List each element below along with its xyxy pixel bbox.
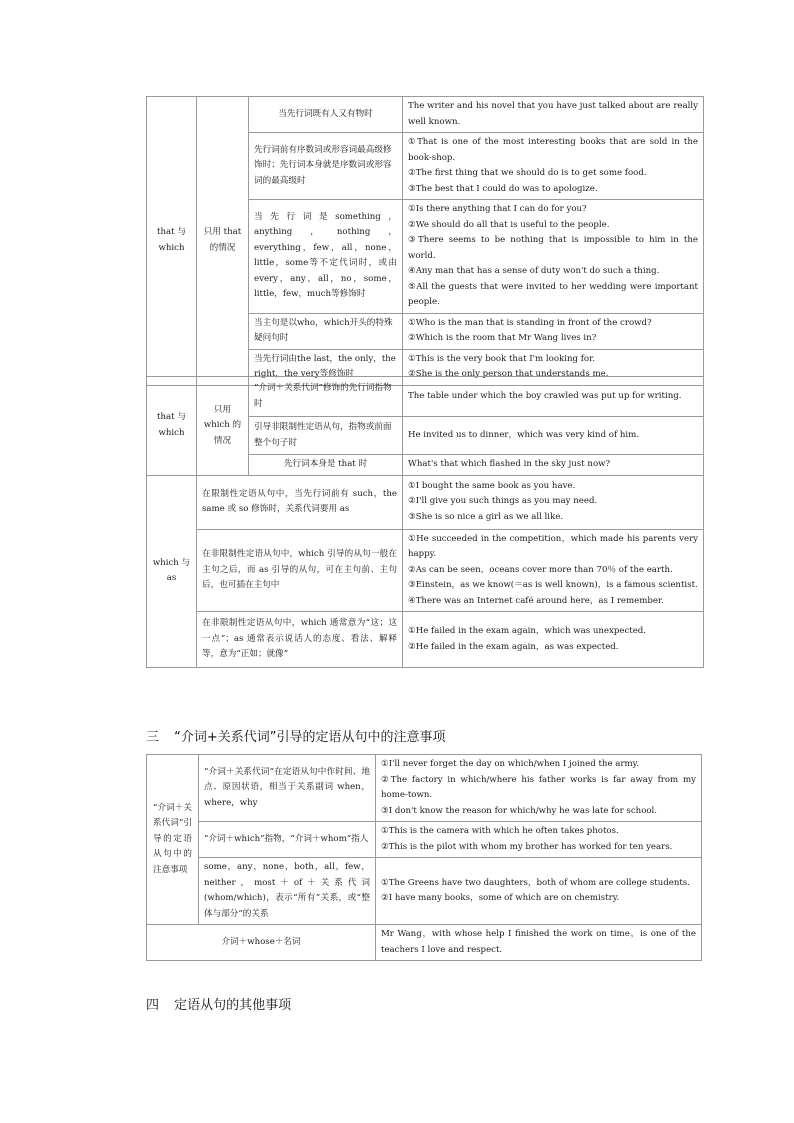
example-sentence: ②I'll give you such things as you may need. bbox=[408, 496, 598, 507]
example-sentence: ①Who is the man that is standing in front of the crowd? bbox=[408, 317, 652, 328]
section-heading-3 bbox=[146, 726, 446, 745]
example-sentence: ③She is so nice a girl as we all like. bbox=[408, 511, 564, 522]
condition-cell: 在非限制性定语从句中，which 引导的从句一般在主句之后，而 as 引导的从句，可在主句前、主句后，也可插在主句中 bbox=[197, 529, 403, 612]
condition-cell: 引导非限制性定语从句，指物或前面整个句子时 bbox=[249, 417, 403, 455]
example-sentence: ①This is the camera with which he often takes photos. bbox=[381, 826, 619, 836]
condition-cell: “介词＋关系代词”在定语从句中作时间、地点、原因状语，相当于关系副词 when，where，why bbox=[199, 755, 376, 822]
condition-cell: 当主句是以who，which开头的特殊疑问句时 bbox=[249, 313, 403, 349]
group-label: “介词＋关系代词”引导的定语从句中的注意事项 bbox=[147, 755, 199, 925]
sub-label: 只用 that 的情况 bbox=[197, 97, 249, 386]
example-sentence: ①He failed in the exam again，which was unexpected. bbox=[408, 626, 647, 636]
section-title: 定语从句的其他事项 bbox=[174, 998, 292, 1013]
group-label: which 与 as bbox=[147, 475, 197, 668]
section-title: “介词+关系代词”引导的定语从句中的注意事项 bbox=[174, 730, 446, 745]
example-sentence: ①That is one of the most interesting books that are sold in the book-shop. bbox=[408, 137, 698, 163]
condition-cell: 先行词本身是 that 时 bbox=[249, 455, 403, 476]
example-cell bbox=[403, 97, 704, 133]
condition-cell: 当先行词既有人又有物时 bbox=[249, 97, 403, 133]
example-cell bbox=[376, 822, 702, 858]
condition-cell: 当先行词是something，anything，nothing，everything，few，all，none，little，some等不定代词时，或由every，any，all，no，some，little，few，much等修饰时 bbox=[249, 200, 403, 314]
example-cell bbox=[403, 475, 704, 529]
example-sentence: ②This is the pilot with whom my brother has worked for ten years. bbox=[381, 841, 673, 852]
example-cell bbox=[376, 755, 702, 822]
example-sentence: ②The factory in which/where his father works is far away from my home-town. bbox=[381, 774, 696, 800]
example-sentence: ①He succeeded in the competition，which made his parents very happy. bbox=[408, 533, 698, 559]
example-cell bbox=[403, 529, 704, 612]
example-sentence: ④Any man that has a sense of duty won't do such a thing. bbox=[408, 266, 660, 276]
example-sentence: ②She is the only person that understands me. bbox=[408, 369, 609, 379]
example-sentence: ②I have many books，some of which are on chemistry. bbox=[381, 893, 620, 903]
condition-cell: 在限制性定语从句中，当先行词前有 such，the same 或 so 修饰时，关系代词要用 as bbox=[197, 475, 403, 529]
example-sentence: ①I'll never forget the day on which/when I joined the army. bbox=[381, 759, 640, 769]
example-sentence: What's that which flashed in the sky just now? bbox=[408, 459, 611, 469]
example-cell bbox=[403, 417, 704, 455]
example-sentence: The table under which the boy crawled was put up for writing. bbox=[408, 390, 682, 401]
example-sentence: ①Is there anything that I can do for you? bbox=[408, 204, 587, 214]
group-label: that 与 which bbox=[147, 97, 197, 386]
condition-cell: 先行词前有序数词或形容词最高级修饰时；先行词本身就是序数词或形容词的最高级时 bbox=[249, 133, 403, 200]
example-sentence: Mr Wang，with whose help I finished the work on time，is one of the teachers I love and respect. bbox=[381, 929, 696, 955]
example-sentence: The writer and his novel that you have just talked about are really well known. bbox=[408, 101, 698, 127]
table-prep-relative-pronoun bbox=[146, 754, 702, 961]
example-sentence: ②Which is the room that Mr Wang lives in? bbox=[408, 333, 597, 343]
example-sentence: ①The Greens have two daughters，both of whom are college students. bbox=[381, 877, 690, 888]
example-cell bbox=[403, 612, 704, 668]
sub-label: 只用 which 的情况 bbox=[197, 377, 249, 476]
example-cell bbox=[403, 133, 704, 200]
example-sentence: ②The first thing that we should do is to get some food. bbox=[408, 168, 647, 178]
example-sentence: ②We should do all that is useful to the people. bbox=[408, 219, 610, 230]
section-number: 四 bbox=[146, 998, 160, 1013]
condition-cell: “介词＋关系代词”修饰的先行词指物时 bbox=[249, 377, 403, 417]
table-which-and-as bbox=[146, 376, 704, 668]
table-only-that bbox=[146, 96, 704, 386]
example-sentence: ⑤All the guests that were invited to her wedding were important people. bbox=[408, 281, 698, 307]
example-sentence: ②As can be seen，oceans cover more than 70％ of the earth. bbox=[408, 564, 673, 575]
example-sentence: ④There was an Internet café around here，as I remember. bbox=[408, 595, 664, 606]
condition-cell: 介词＋whose＋名词 bbox=[147, 925, 376, 961]
condition-cell: 在非限制性定语从句中，which 通常意为“这；这一点”；as 通常表示说话人的态度、看法、解释等，意为“正如；就像” bbox=[197, 612, 403, 668]
example-sentence: ③There seems to be nothing that is impossible to him in the world. bbox=[408, 235, 698, 261]
example-cell bbox=[403, 313, 704, 349]
example-sentence: ③Einstein，as we know(＝as is well known)，is a famous scientist. bbox=[408, 580, 698, 590]
example-sentence: He invited us to dinner，which was very kind of him. bbox=[408, 429, 640, 440]
group-label: that 与 which bbox=[147, 377, 197, 476]
example-sentence: ①I bought the same book as you have. bbox=[408, 480, 576, 491]
example-cell bbox=[376, 858, 702, 925]
condition-cell: 当先行词由the last，the only，the right，the very等修饰时 bbox=[249, 349, 403, 385]
example-sentence: ①This is the very book that I'm looking for. bbox=[408, 353, 595, 364]
example-cell bbox=[403, 377, 704, 417]
section-heading-4 bbox=[146, 994, 291, 1013]
example-cell bbox=[403, 200, 704, 314]
section-number: 三 bbox=[146, 730, 160, 745]
condition-cell: “介词＋which”指物，“介词＋whom”指人 bbox=[199, 822, 376, 858]
example-sentence: ②He failed in the exam again，as was expected. bbox=[408, 641, 619, 652]
example-cell bbox=[403, 455, 704, 476]
condition-cell: some，any，none，both，all，few，neither，most＋of＋关系代词(whom/which)，表示“所有”关系，或“整体与部分”的关系 bbox=[199, 858, 376, 925]
example-sentence: ③The best that I could do was to apologize. bbox=[408, 183, 598, 194]
example-cell bbox=[376, 925, 702, 961]
example-sentence: ③I don't know the reason for which/why he was late for school. bbox=[381, 805, 658, 816]
